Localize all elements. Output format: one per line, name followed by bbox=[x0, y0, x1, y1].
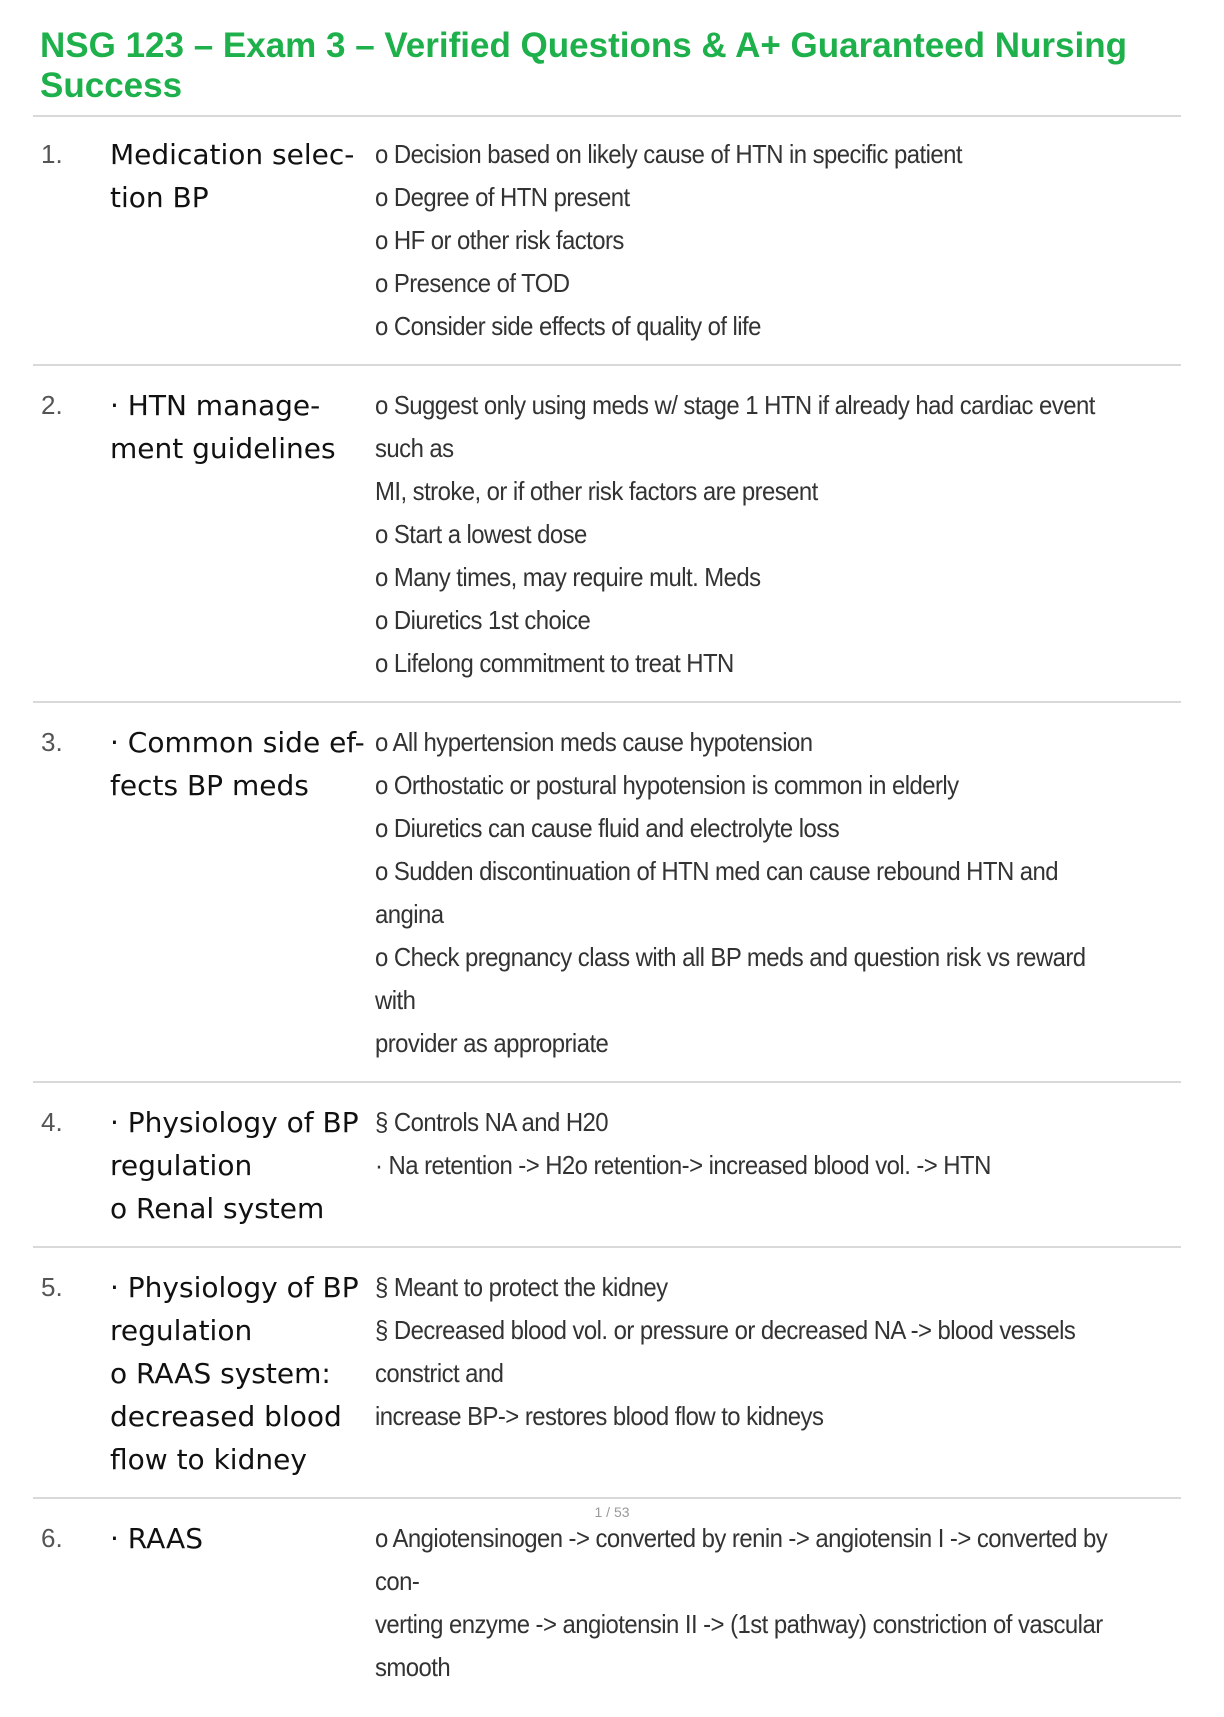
flashcard-row bbox=[33, 378, 1181, 703]
flashcard-row bbox=[33, 1511, 1181, 1705]
flashcard-row bbox=[33, 127, 1181, 366]
card-definition bbox=[375, 384, 1117, 685]
definition-line: o Lifelong commitment to treat HTN bbox=[375, 648, 734, 678]
term-line: · Physiology of BP bbox=[110, 1271, 359, 1304]
card-definition bbox=[375, 133, 1117, 348]
definition-line: o Suggest only using meds w/ stage 1 HTN if already had cardiac event such as bbox=[375, 390, 1095, 463]
card-number: 2. bbox=[41, 390, 63, 420]
term-line: fects BP meds bbox=[110, 769, 309, 802]
term-line: o RAAS system: bbox=[110, 1357, 331, 1390]
card-number: 5. bbox=[41, 1272, 63, 1302]
term-line: · RAAS bbox=[110, 1522, 203, 1555]
card-term bbox=[110, 1101, 375, 1230]
card-definition bbox=[375, 1517, 1117, 1689]
definition-line: o All hypertension meds cause hypotension bbox=[375, 727, 813, 757]
definition-line: o Degree of HTN present bbox=[375, 182, 630, 212]
term-line: ment guidelines bbox=[110, 432, 336, 465]
term-line: Medication selec- bbox=[110, 138, 355, 171]
term-line: · Physiology of BP bbox=[110, 1106, 359, 1139]
flashcard-row bbox=[33, 1260, 1181, 1499]
definition-line: o Diuretics can cause fluid and electrolyte loss bbox=[375, 813, 840, 843]
definition-line: § Meant to protect the kidney bbox=[375, 1272, 668, 1302]
definition-line: increase BP-> restores blood flow to kidneys bbox=[375, 1401, 824, 1431]
definition-line: o Consider side effects of quality of life bbox=[375, 311, 761, 341]
definition-line: o Start a lowest dose bbox=[375, 519, 587, 549]
definition-line: o Decision based on likely cause of HTN in specific patient bbox=[375, 139, 963, 169]
card-definition bbox=[375, 721, 1117, 1065]
title-divider bbox=[33, 115, 1181, 117]
card-number: 4. bbox=[41, 1107, 63, 1137]
term-line: · Common side ef- bbox=[110, 726, 365, 759]
definition-line: § Controls NA and H20 bbox=[375, 1107, 609, 1137]
term-line: o Renal system bbox=[110, 1192, 325, 1225]
definition-line: o Presence of TOD bbox=[375, 268, 570, 298]
definition-line: o Orthostatic or postural hypotension is common in elderly bbox=[375, 770, 959, 800]
definition-line: o Diuretics 1st choice bbox=[375, 605, 591, 635]
card-number: 1. bbox=[41, 139, 63, 169]
definition-line: MI, stroke, or if other risk factors are present bbox=[375, 476, 818, 506]
definition-line: verting enzyme -> angiotensin II -> (1st pathway) constriction of vascular smooth bbox=[375, 1609, 1103, 1682]
card-number: 3. bbox=[41, 727, 63, 757]
term-line: · HTN manage- bbox=[110, 389, 321, 422]
card-term bbox=[110, 384, 375, 685]
card-definition bbox=[375, 1266, 1117, 1481]
definition-line: o Many times, may require mult. Meds bbox=[375, 562, 761, 592]
definition-line: o Check pregnancy class with all BP meds and question risk vs reward with bbox=[375, 942, 1086, 1015]
flashcard-list bbox=[33, 127, 1181, 1717]
term-line: decreased blood bbox=[110, 1400, 342, 1433]
card-term bbox=[110, 1517, 375, 1689]
term-line: regulation bbox=[110, 1314, 253, 1347]
card-term bbox=[110, 133, 375, 348]
definition-line: § Decreased blood vol. or pressure or decreased NA -> blood vessels constrict and bbox=[375, 1315, 1076, 1388]
page-indicator: 1 / 53 bbox=[594, 1504, 630, 1520]
definition-line: o HF or other risk factors bbox=[375, 225, 624, 255]
card-definition bbox=[375, 1101, 1117, 1230]
card-term bbox=[110, 1266, 375, 1481]
flashcard-row bbox=[33, 715, 1181, 1083]
definition-line: o Sudden discontinuation of HTN med can cause rebound HTN and angina bbox=[375, 856, 1059, 929]
term-line: regulation bbox=[110, 1149, 253, 1182]
card-number: 6. bbox=[41, 1523, 63, 1553]
term-line: tion BP bbox=[110, 181, 209, 214]
term-line: flow to kidney bbox=[110, 1443, 307, 1476]
card-term bbox=[110, 721, 375, 1065]
definition-line: provider as appropriate bbox=[375, 1028, 609, 1058]
document-title: NSG 123 – Exam 3 – Verified Questions & A+ Guaranteed Nursing Success bbox=[40, 26, 1127, 105]
definition-line: · Na retention -> H2o retention-> increased blood vol. -> HTN bbox=[375, 1150, 991, 1180]
flashcard-row bbox=[33, 1095, 1181, 1248]
definition-line: o Angiotensinogen -> converted by renin -> angiotensin I -> converted by con- bbox=[375, 1523, 1108, 1596]
